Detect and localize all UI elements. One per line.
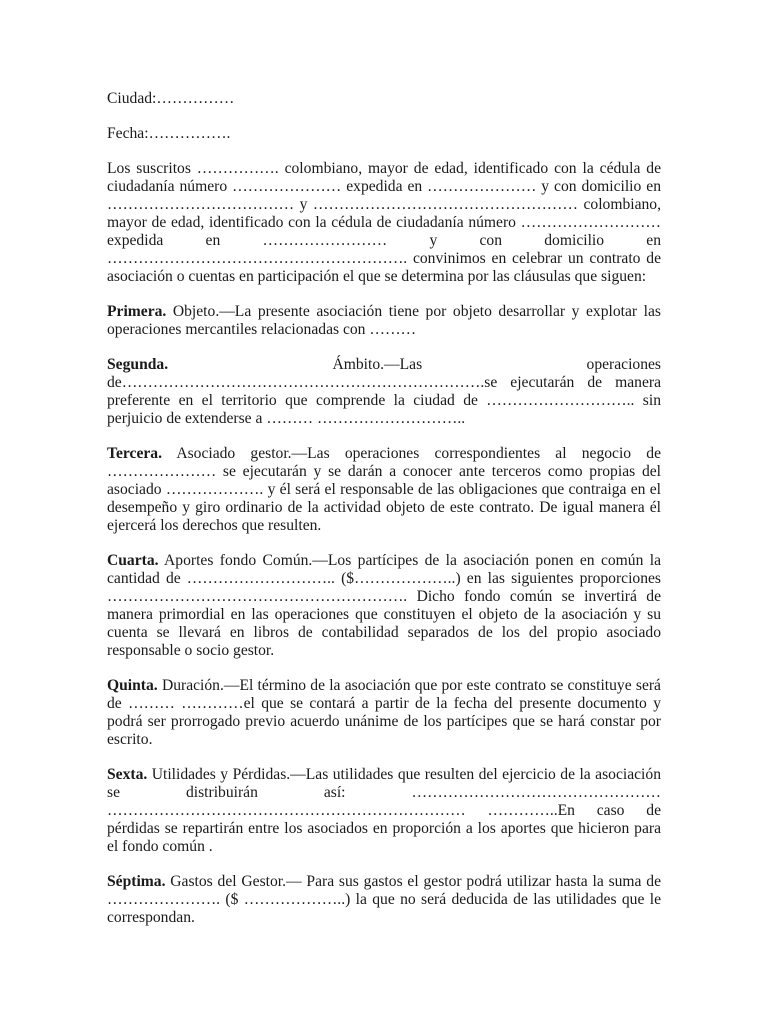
clause-segunda bbox=[107, 356, 661, 428]
clause-title: Segunda. bbox=[107, 356, 169, 373]
clause-text: Aportes fondo Común.—Los partícipes de la asociación ponen en común la cantidad de ……………………….. ($………………..) en las siguientes proporciones …………………………………………………. Dicho fondo común se invertirá de manera primordial en las operaciones que constituyen el objeto de la asociación y su cuenta se llevará en libros de contabilidad separados de los del propio asociado responsable o socio gestor. bbox=[107, 552, 661, 659]
city-line: Ciudad:…………… bbox=[107, 90, 235, 107]
clause-primera bbox=[107, 303, 661, 339]
clause-tercera bbox=[107, 445, 661, 535]
clause-title: Sexta. bbox=[107, 766, 148, 783]
clause-title: Cuarta. bbox=[107, 552, 159, 569]
clause-text: Objeto.—La presente asociación tiene por objeto desarrollar y explotar las operaciones mercantiles relacionadas con ……… bbox=[107, 303, 661, 338]
clause-text: Asociado gestor.—Las operaciones correspondientes al negocio de ………………… se ejecutarán y se darán a conocer ante terceros como propias del asociado ………………. y él será el responsable de las obligaciones que contraiga en el desempeño y giro ordinario de la actividad objeto de este contrato. De igual manera él ejercerá los derechos que resulten. bbox=[107, 445, 661, 534]
clause-quinta bbox=[107, 677, 661, 749]
clause-septima bbox=[107, 873, 661, 927]
clause-title: Quinta. bbox=[107, 677, 158, 694]
clause-text: Ámbito.—Las operaciones de…………………………………………………………….se ejecutarán de manera preferente en el territorio que comprende la ciudad de ……………………….. sin perjuicio de extenderse a ……… ……………………….. bbox=[107, 356, 661, 427]
clause-text: Utilidades y Pérdidas.—Las utilidades que resulten del ejercicio de la asociación se distribuirán así: ………………………………………… …………………………………………………………… …………..En caso de pérdidas se repartirán entre los asociados en proporción a los aportes que hicieron para el fondo común . bbox=[107, 766, 661, 855]
clause-title: Séptima. bbox=[107, 873, 166, 890]
clause-text: Gastos del Gestor.— Para sus gastos el gestor podrá utilizar hasta la suma de …………………. ($ ………………..) la que no será deducida de las utilidades que le correspondan. bbox=[107, 873, 662, 926]
clause-sexta bbox=[107, 766, 661, 856]
intro-paragraph: Los suscritos ……………. colombiano, mayor de edad, identificado con la cédula de ciudadanía número ………………… expedida en ………………… y con domicilio en ……………………………… y …………………………………………… colombiano, mayor de edad, identificado con la cédula de ciudadanía número ……………………… expedida en …………………… y con domicilio en …………………………………………………. convinimos en celebrar un contrato de asociación o cuentas en participación el que se determina por las cláusulas que siguen: bbox=[107, 160, 661, 285]
contract-document bbox=[107, 90, 661, 944]
date-line: Fecha:……………. bbox=[107, 125, 231, 142]
clause-title: Primera. bbox=[107, 303, 167, 320]
clause-text: Duración.—El término de la asociación que por este contrato se constituye será de ……… …………el que se contará a partir de la fecha del presente documento y podrá ser prorrogado previo acuerdo unánime de los partícipes que se hará constar por escrito. bbox=[107, 677, 661, 748]
clause-title: Tercera. bbox=[107, 445, 162, 462]
clause-cuarta bbox=[107, 552, 661, 660]
